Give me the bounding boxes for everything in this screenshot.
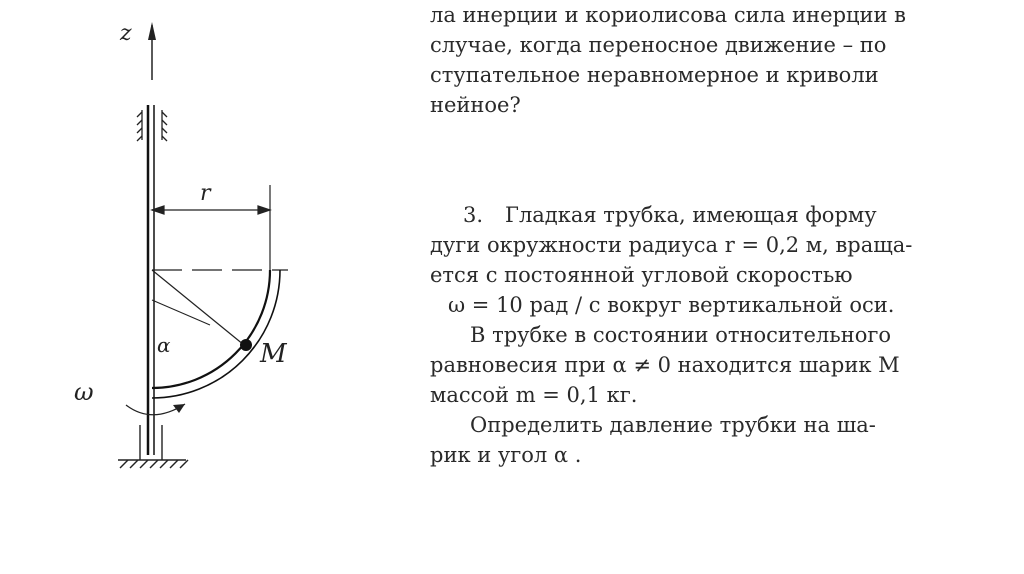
previous-question-text xyxy=(400,0,1000,120)
problem-first-line xyxy=(400,200,1000,230)
ball-m xyxy=(240,339,252,351)
text-line: ступательное неравномерное и криволи xyxy=(430,63,879,87)
text-line: В трубке в состоянии относительного xyxy=(470,323,891,347)
text-line: случае, когда переносное движение – по xyxy=(430,33,887,57)
problem-text xyxy=(400,200,1000,470)
angle-line xyxy=(152,300,210,325)
z-axis-arrow xyxy=(148,22,156,40)
text-line: нейное? xyxy=(430,93,521,117)
mechanics-diagram xyxy=(60,0,320,500)
radius-dimension xyxy=(152,185,270,270)
tube-outer-arc xyxy=(152,270,270,388)
r-label: r xyxy=(200,181,211,206)
text-line: равновесия при α ≠ 0 находится шарик M xyxy=(430,353,900,377)
problem-number: 3. xyxy=(463,203,484,227)
text-line: ется с постоянной угловой скоростью xyxy=(430,263,853,287)
text-line: дуги окружности радиуса r = 0,2 м, враща- xyxy=(430,233,913,257)
text-line: рик и угол α . xyxy=(430,443,582,467)
rotation-arrowhead xyxy=(173,404,185,413)
text-line: ла инерции и кориолисова сила инерции в xyxy=(430,3,907,27)
omega-label: ω xyxy=(74,378,94,406)
m-label: M xyxy=(260,339,287,369)
tube-inner-arc xyxy=(152,270,280,398)
text-line: ω = 10 рад / с вокруг вертикальной оси. xyxy=(448,293,895,317)
text-line: Гладкая трубка, имеющая форму xyxy=(505,203,877,227)
z-label: z xyxy=(120,21,132,46)
alpha-label: α xyxy=(157,333,171,357)
top-bearing xyxy=(137,110,167,141)
text-line: Определить давление трубки на ша- xyxy=(470,413,876,437)
bottom-support xyxy=(118,425,188,468)
text-line: массой m = 0,1 кг. xyxy=(430,383,638,407)
